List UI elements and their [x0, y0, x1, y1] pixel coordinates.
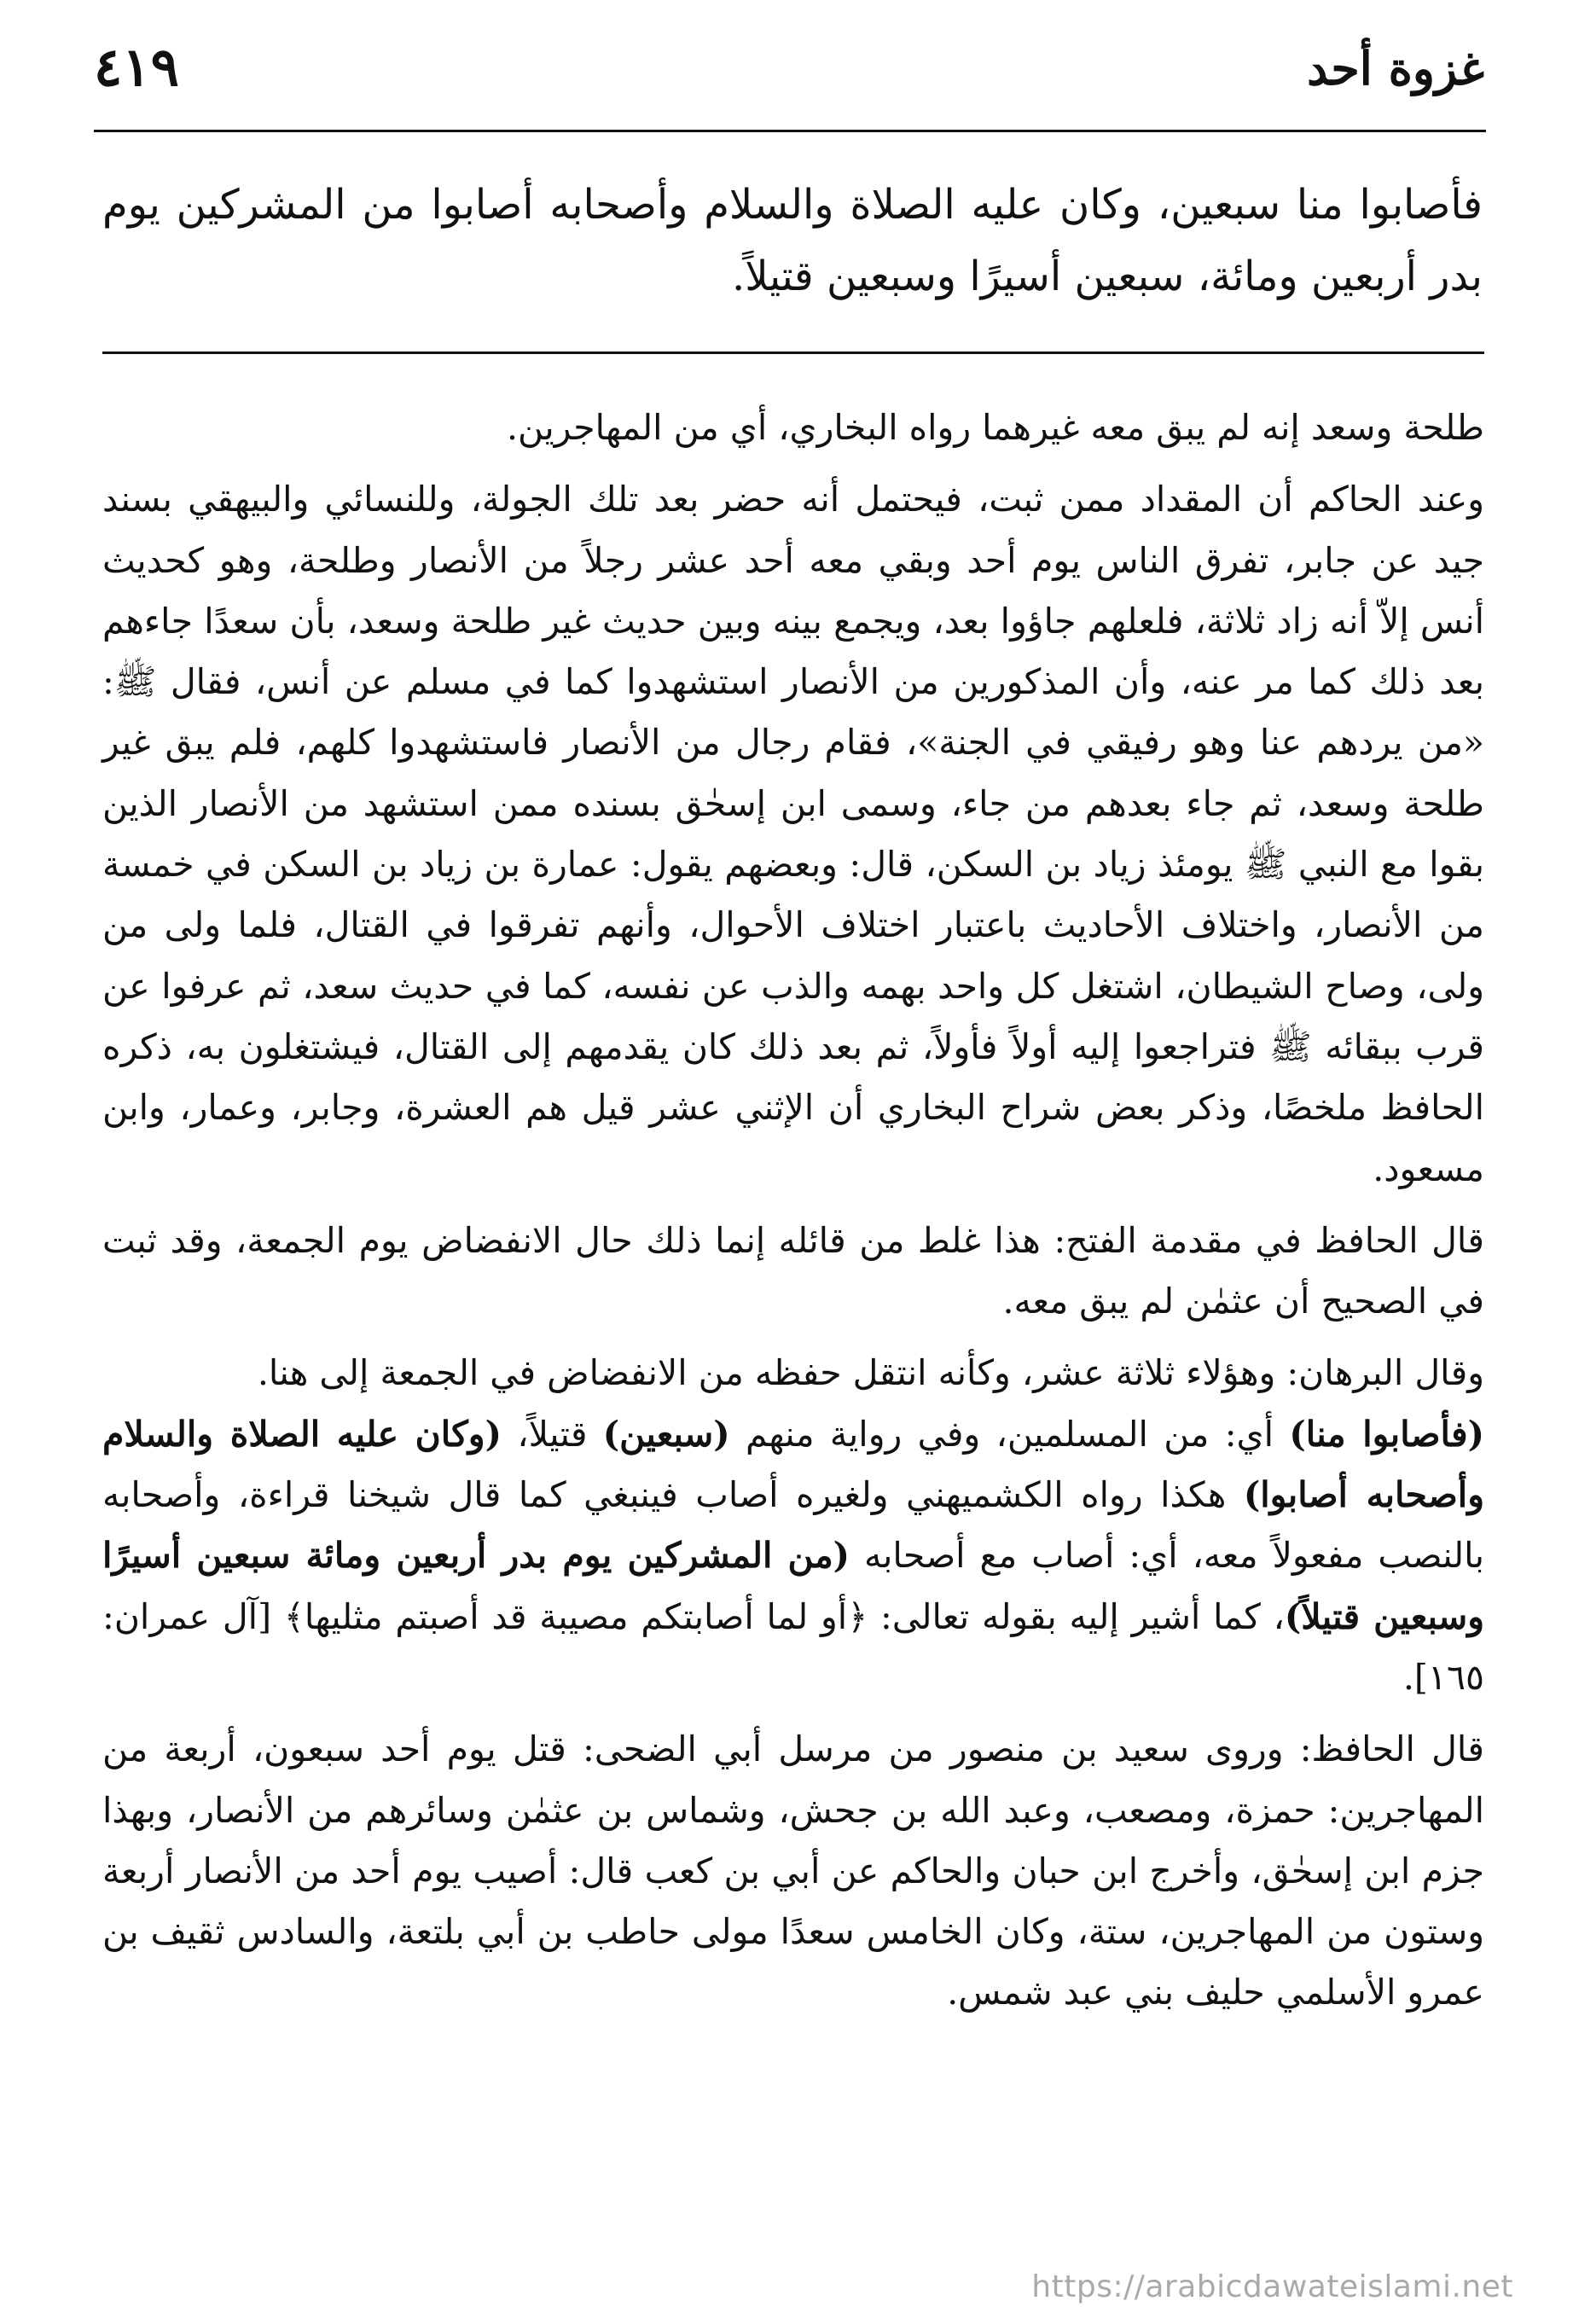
running-title: غزوة أحد — [1307, 41, 1484, 96]
commentary-text: قتيلاً، — [502, 1413, 603, 1455]
quoted-matn: (فأصابوا منا) — [1289, 1413, 1484, 1455]
commentary-paragraph: قال الحافظ في مقدمة الفتح: هذا غلط من قائله إنما ذلك حال الانفضاض يوم الجمعة، وقد ثبت في الصحيح أن عثمٰن لم يبق معه. — [102, 1219, 1484, 1322]
commentary-body — [102, 398, 1484, 2035]
commentary-text: هكذا رواه الكشميهني ولغيره أصاب فينبغي كما قال شيخنا قراءة، وأصحابه بالنصب مفعولاً معه، أي: أصاب مع أصحابه — [102, 1474, 1484, 1577]
commentary-paragraph: قال الحافظ: وروى سعيد بن منصور من مرسل أبي الضحى: قتل يوم أحد سبعون، أربعة من المهاجرين: حمزة، ومصعب، وعبد الله بن جحش، وشماس بن عثمٰن وسائرهم من الأنصار، وبهذا جزم ابن إسحٰق، وأخرج ابن حبان والحاكم عن أبي بن كعب قال: أصيب يوم أحد من الأنصار أربعة وستون من المهاجرين، ستة، وكان الخامس سعدًا مولى حاطب بن أبي بلتعة، والسادس ثقيف بن عمرو الأسلمي حليف بني عبد شمس. — [102, 1728, 1484, 2013]
commentary-text: ، كما أشير إليه بقوله تعالى: ﴿أو لما أصابتكم مصيبة قد أصبتم مثليها﴾ [آل عمران: ١٦٥]. — [102, 1595, 1484, 1698]
commentary-paragraph — [102, 1343, 1484, 1708]
text-commentary-divider — [102, 352, 1484, 354]
page-number: ٤١٩ — [94, 36, 179, 98]
quoted-matn: (من المشركين يوم بدر أربعين ومائة سبعين أسيرًا وسبعين قتيلاً) — [102, 1535, 1485, 1637]
quoted-matn: (وكان عليه الصلاة والسلام وأصحابه أصابوا) — [102, 1413, 1484, 1516]
commentary-text: أي: من المسلمين، وفي رواية منهم — [729, 1413, 1290, 1455]
commentary-paragraph: طلحة وسعد إنه لم يبق معه غيرهما رواه البخاري، أي من المهاجرين. — [506, 407, 1484, 448]
commentary-paragraph: وعند الحاكم أن المقداد ممن ثبت، فيحتمل أنه حضر بعد تلك الجولة، وللنسائي والبيهقي بسند جيد عن جابر، تفرق الناس يوم أحد وبقي معه أحد عشر رجلاً من الأنصار وطلحة، وهو كحديث أنس إلاّ أنه زاد ثلاثة، فلعلهم جاؤوا بعد، ويجمع بينه وبين حديث غير طلحة وسعد، بأن سعدًا جاءهم بعد ذلك كما مر عنه، وأن المذكورين من الأنصار استشهدوا كما في مسلم عن أنس، فقال ﷺ: «من يردهم عنا وهو رفيقي في الجنة»، فقام رجال من الأنصار فاستشهدوا كلهم، فلم يبق غير طلحة وسعد، ثم جاء بعدهم من جاء، وسمى ابن إسحٰق بسنده ممن استشهد من الأنصار الذين بقوا مع النبي ﷺ يومئذ زياد بن السكن، قال: وبعضهم يقول: عمارة بن زياد بن السكن في خمسة من الأنصار، واختلاف الأحاديث باعتبار اختلاف الأحوال، وأنهم تفرقوا في القتال، فلما ولى من ولى، وصاح الشيطان، اشتغل كل واحد بهمه والذب عن نفسه، كما في حديث سعد، ثم عرفوا عن قرب ببقائه ﷺ فتراجعوا إليه أولاً فأولاً، ثم بعد ذلك كان يقدمهم إلى القتال، فيشتغلون به، ذكره الحافظ ملخصًا، وذكر بعض شراح البخاري أن الإثني عشر قيل هم العشرة، وجابر، وعمار، وابن مسعود. — [102, 479, 1484, 1189]
paragraph-intro: وقال البرهان: وهؤلاء ثلاثة عشر، وكأنه انتقل حفظه من الانفضاض في الجمعة إلى هنا. — [257, 1352, 1484, 1394]
quoted-matn: (سبعين) — [602, 1413, 730, 1455]
hadith-text: فأصابوا منا سبعين، وكان عليه الصلاة والسلام وأصحابه أصابوا من المشركين يوم بدر أربعين ومائة، سبعين أسيرًا وسبعين قتيلاً. — [102, 181, 1483, 300]
page-header — [94, 34, 1484, 128]
watermark-url: https://arabicdawateislami.net — [1031, 2269, 1513, 2304]
header-divider — [94, 130, 1486, 132]
